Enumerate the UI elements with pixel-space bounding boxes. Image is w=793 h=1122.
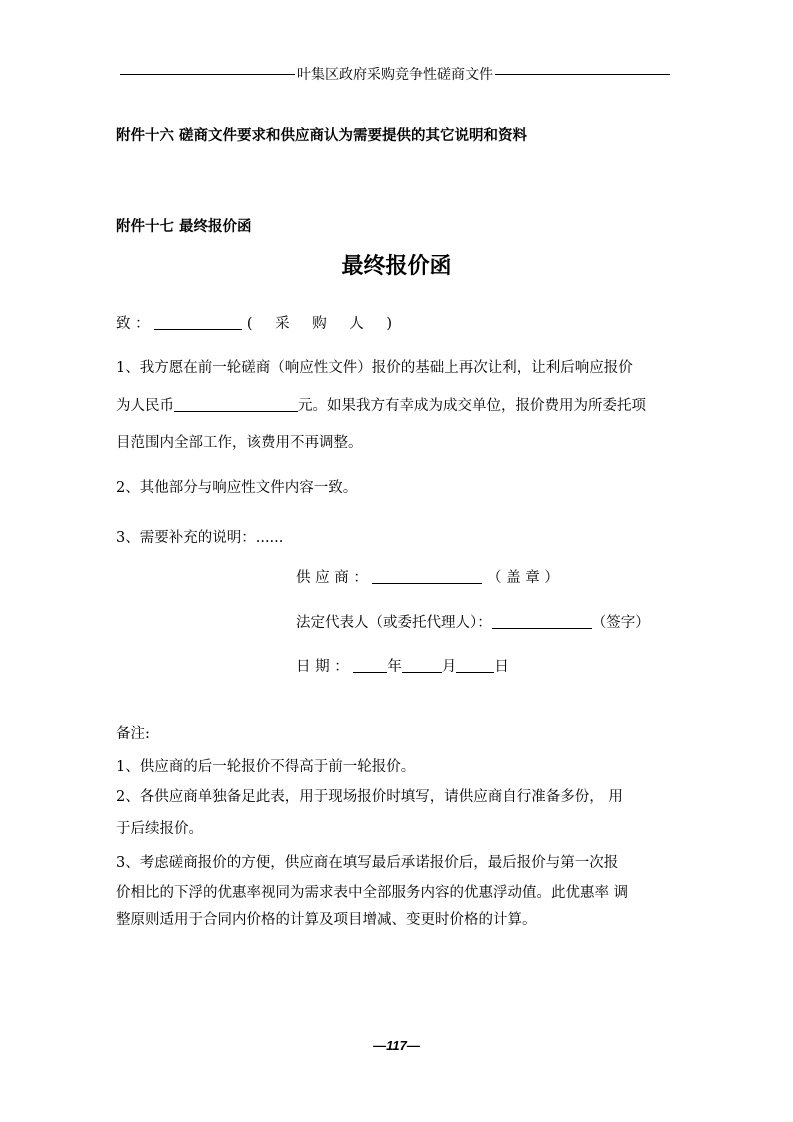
year-label: 年: [387, 659, 402, 675]
supplier-label: 供 应 商 ：: [296, 570, 368, 586]
letter-heading: 最终报价函: [341, 254, 452, 279]
amount-blank[interactable]: [174, 396, 298, 412]
addressee-label: 致 ：: [116, 316, 150, 332]
note-1: 1、供应商的后一轮报价不得高于前一轮报价。: [116, 759, 416, 775]
representative-line: [296, 611, 650, 632]
item1-line2: [116, 394, 646, 415]
day-blank[interactable]: [456, 657, 494, 673]
header-rule-left: [120, 74, 295, 75]
item3-line: 3、需要补充的说明：......: [116, 530, 284, 546]
addressee-line: [116, 312, 401, 333]
note-3-line1: 3、考虑磋商报价的方便，供应商在填写最后承诺报价后，最后报价与第一次报: [116, 855, 619, 871]
header-title: 叶集区政府采购竞争性磋商文件: [297, 67, 493, 83]
date-label: 日 期 ：: [296, 659, 349, 675]
item2-line: 2、其他部分与响应性文件内容一致。: [116, 480, 358, 496]
day-label: 日: [494, 659, 509, 675]
month-blank[interactable]: [402, 657, 442, 673]
representative-blank[interactable]: [492, 613, 592, 629]
month-label: 月: [441, 659, 457, 675]
note-3-line3: 整原则适用于合同内价格的计算及项目增减、变更时价格的计算。: [116, 912, 537, 928]
annex-16-title: 附件十六 磋商文件要求和供应商认为需要提供的其它说明和资料: [116, 128, 528, 144]
notes-heading: 备注:: [116, 726, 150, 742]
page-header: [120, 64, 670, 84]
item1-line1: 1、我方愿在前一轮磋商（响应性文件）报价的基础上再次让利，让利后响应报价: [116, 360, 633, 376]
note-2-line1: 2、各供应商单独备足此表，用于现场报价时填写，请供应商自行准备多份， 用: [116, 789, 623, 805]
representative-suffix: （签字）: [591, 615, 650, 631]
supplier-blank[interactable]: [372, 568, 482, 584]
addressee-blank[interactable]: [154, 314, 242, 330]
year-blank[interactable]: [353, 657, 387, 673]
page-number: —117—: [373, 1038, 420, 1053]
addressee-suffix: ( 采 购 人 ): [246, 316, 402, 332]
note-2-line2: 于后续报价。: [116, 821, 203, 837]
representative-label: 法定代表人（或委托代理人）：: [296, 615, 492, 631]
amount-label: 为人民币: [116, 398, 174, 414]
supplier-suffix: （ 盖 章 ）: [487, 570, 559, 586]
amount-suffix: 元。如果我方有幸成为成交单位，报价费用为所委托项: [298, 398, 646, 414]
annex-17-title: 附件十七 最终报价函: [116, 219, 252, 235]
header-rule-right: [495, 74, 670, 75]
supplier-line: [296, 566, 559, 587]
date-line: [296, 655, 509, 676]
item1-line3: 目范围内全部工作，该费用不再调整。: [116, 435, 363, 451]
note-3-line2: 价相比的下浮的优惠率视同为需求表中全部服务内容的优惠浮动值。此优惠率 调: [116, 885, 629, 901]
